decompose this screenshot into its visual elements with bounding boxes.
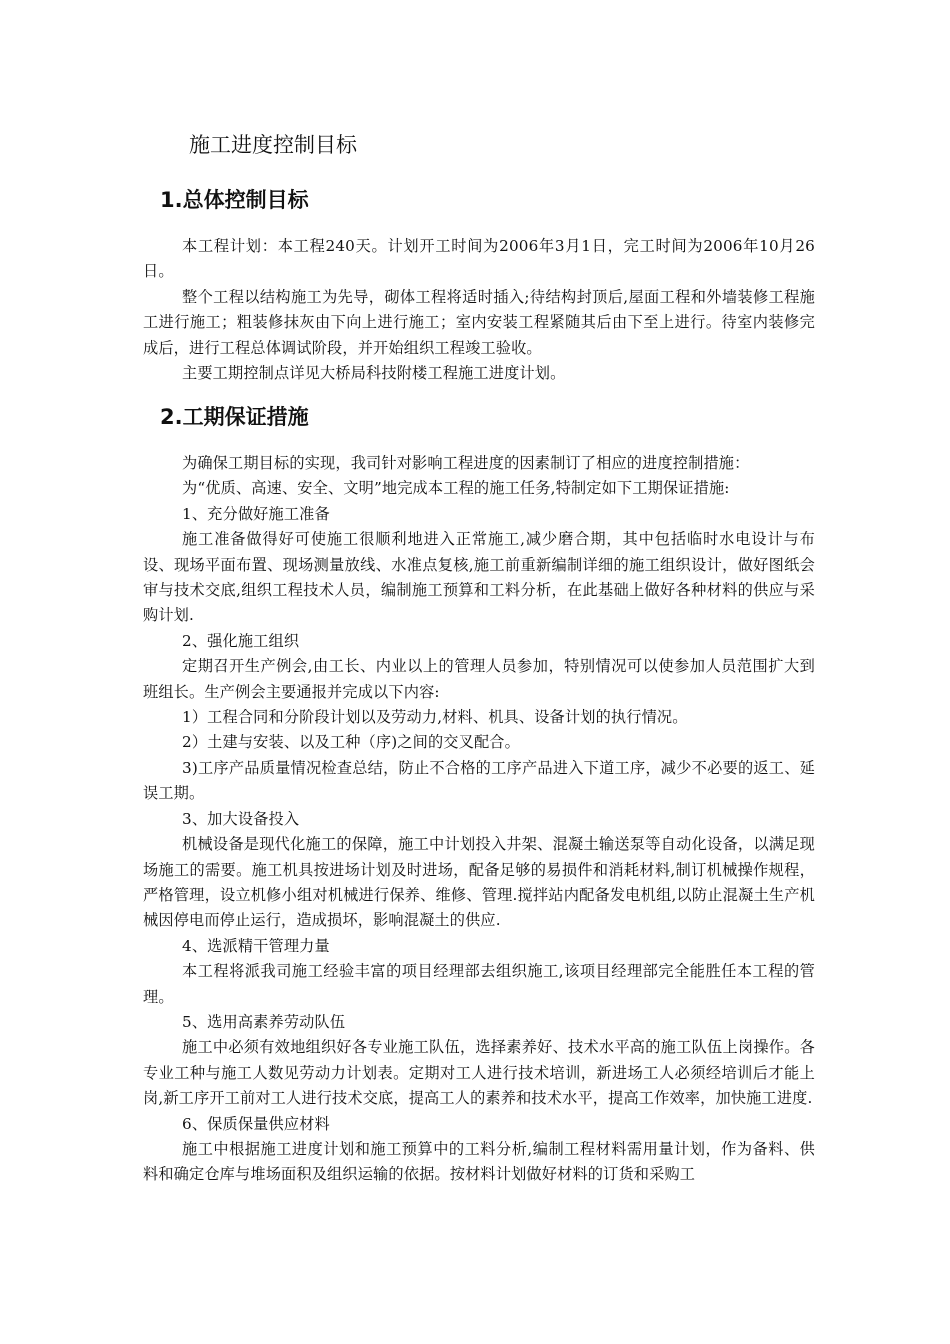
document-title: 施工进度控制目标 <box>189 133 357 157</box>
list-heading: 1、充分做好施工准备 <box>182 504 330 523</box>
paragraph: 主要工期控制点详见大桥局科技附楼工程施工进度计划。 <box>182 364 566 383</box>
list-heading: 3、加大设备投入 <box>182 809 300 828</box>
section-heading-overall-goal: 1.总体控制目标 <box>160 188 309 212</box>
list-heading: 5、选用高素养劳动队伍 <box>182 1012 346 1031</box>
list-item: 2）土建与安装、以及工种（序)之间的交叉配合。 <box>182 733 520 752</box>
section-heading-schedule-measures: 2.工期保证措施 <box>160 405 309 429</box>
section-body-schedule-measures <box>143 451 815 1188</box>
list-heading: 4、选派精干管理力量 <box>182 936 330 955</box>
list-heading: 6、保质保量供应材料 <box>182 1114 330 1133</box>
paragraph: 整个工程以结构施工为先导，砌体工程将适时插入;待结构封顶后,屋面工程和外墙装修工程施工进行施工；粗装修抹灰由下向上进行施工；室内安装工程紧随其后由下至上进行。待室内装修完成后，进行工程总体调试阶段，并开始组织工程竣工验收。 <box>143 287 815 357</box>
section-body-overall-goal <box>143 234 815 386</box>
paragraph: 本工程计划：本工程240天。计划开工时间为2006年3月1日，完工时间为2006年10月26日。 <box>143 237 815 281</box>
paragraph: 机械设备是现代化施工的保障，施工中计划投入井架、混凝土输送泵等自动化设备，以满足现场施工的需要。施工机具按进场计划及时进场，配备足够的易损件和消耗材料,制订机械操作规程，严格管理，设立机修小组对机械进行保养、维修、管理.搅拌站内配备发电机组,以防止混凝土生产机械因停电而停止运行，造成损坏，影响混凝土的供应. <box>143 835 815 930</box>
paragraph: 施工中必须有效地组织好各专业施工队伍，选择素养好、技术水平高的施工队伍上岗操作。各专业工种与施工人数见劳动力计划表。定期对工人进行技术培训，新进场工人必须经培训后才能上岗,新工序开工前对工人进行技术交底，提高工人的素养和技术水平，提高工作效率，加快施工进度. <box>143 1038 815 1108</box>
paragraph: 为确保工期目标的实现，我司针对影响工程进度的因素制订了相应的进度控制措施： <box>182 454 750 472</box>
paragraph: 施工准备做得好可使施工很顺利地进入正常施工,减少磨合期，其中包括临时水电设计与布设、现场平面布置、现场测量放线、水准点复核,施工前重新编制详细的施工组织设计，做好图纸会审与技术交底,组织工程技术人员，编制施工预算和工料分析，在此基础上做好各种材料的供应与采购计划. <box>143 530 815 625</box>
list-heading: 2、强化施工组织 <box>182 631 300 650</box>
list-item: 1）工程合同和分阶段计划以及劳动力,材料、机具、设备计划的执行情况。 <box>182 708 688 727</box>
paragraph: 本工程将派我司施工经验丰富的项目经理部去组织施工,该项目经理部完全能胜任本工程的管理。 <box>143 962 815 1006</box>
list-item: 3)工序产品质量情况检查总结，防止不合格的工序产品进入下道工序，减少不必要的返工、延误工期。 <box>143 758 815 803</box>
paragraph: 施工中根据施工进度计划和施工预算中的工料分析,编制工程材料需用量计划，作为备料、供料和确定仓库与堆场面积及组织运输的依据。按材料计划做好材料的订货和采购工 <box>143 1139 815 1184</box>
paragraph: 为“优质、高速、安全、文明”地完成本工程的施工任务,特制定如下工期保证措施: <box>182 479 730 498</box>
paragraph: 定期召开生产例会,由工长、内业以上的管理人员参加，特别情况可以使参加人员范围扩大到班组长。生产例会主要通报并完成以下内容: <box>143 657 815 701</box>
